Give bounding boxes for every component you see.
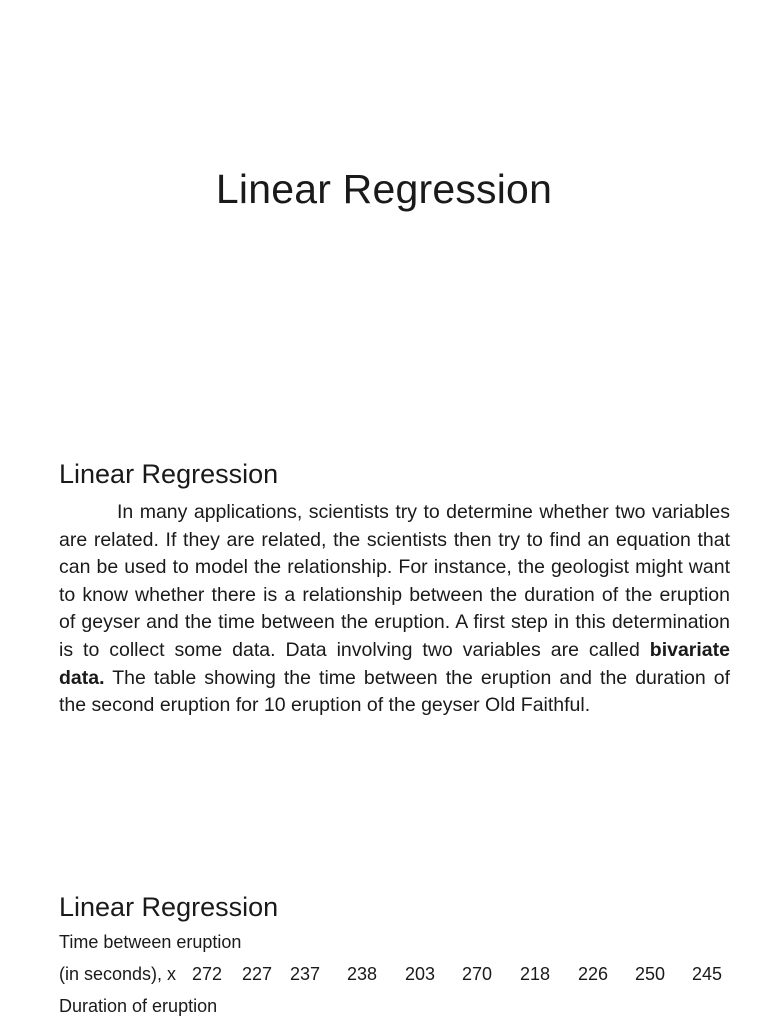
table-x-label-line1: Time between eruption (59, 932, 242, 952)
table-y-label: Duration of eruption (59, 996, 218, 1016)
x-value: 250 (635, 964, 666, 984)
table-x-label-line2: (in seconds), x (59, 964, 177, 984)
x-value: 270 (462, 964, 493, 984)
x-value: 245 (692, 964, 723, 984)
paragraph-text-end: The table showing the time between the eruption and the duration of the second eruption for 10 eruption of the geyser Old Faithful. (59, 666, 730, 717)
x-value: 226 (578, 964, 609, 984)
slide-title: Linear Regression (215, 166, 553, 212)
body-paragraph (59, 499, 730, 720)
section-heading-2: Linear Regression (59, 892, 279, 922)
bold-term-bivariate-data: bivariate data. (59, 638, 730, 689)
x-value: 272 (192, 964, 223, 984)
paragraph-text-start: In many applications, scientists try to determine whether two variables are related. If they are related, the scientists then try to find an equation that can be used to model the relationship. For instance, the geologist might want to know whether there is a relationship between the duration of the eruption of geyser and the time between the eruption. A first step in this determination is to collect some data. Data involving two variables are called (59, 501, 730, 661)
x-value: 238 (347, 964, 378, 984)
section-heading-1: Linear Regression (59, 459, 279, 489)
x-value: 237 (290, 964, 321, 984)
x-value: 203 (405, 964, 436, 984)
table-x-values-row (0, 964, 768, 988)
x-value: 227 (242, 964, 273, 984)
x-value: 218 (520, 964, 551, 984)
